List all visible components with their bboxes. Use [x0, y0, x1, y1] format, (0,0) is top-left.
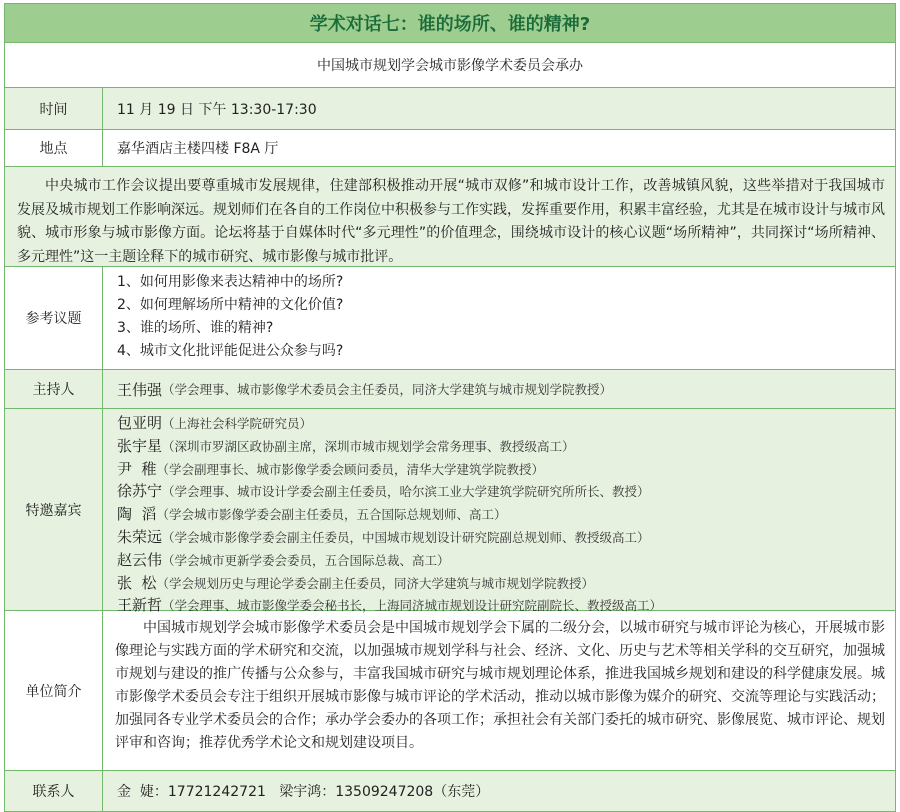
topics-label: 参考议题	[5, 267, 103, 369]
guest-item	[117, 436, 895, 459]
description-text: 中央城市工作会议提出要尊重城市发展规律，住建部积极推动开展“城市双修”和城市设计工作，改善城镇风貌，这些举措对于我国城市发展及城市规划工作影响深远。规划师们在各自的工作岗位中积极参与工作实践，发挥重要作用，积累丰富经验，尤其是在城市设计与城市风貌、城市形象与城市影像方面。论坛将基于自媒体时代“多元理性”的价值理念，围绕城市设计的核心议题“场所精神”，共同探讨“场所精神、多元理性”这一主题诠释下的城市研究、城市影像与城市批评。	[17, 178, 885, 265]
guest-name: 王新哲	[117, 596, 163, 615]
host-label: 主持人	[5, 370, 103, 408]
location-label: 地点	[5, 130, 103, 166]
contact-row	[5, 771, 895, 811]
program-table	[4, 3, 896, 812]
guest-name: 包亚明	[117, 414, 163, 432]
topic-item: 1、如何用影像来表达精神中的场所?	[117, 274, 344, 290]
guest-item	[117, 481, 895, 504]
guest-item	[117, 573, 895, 596]
host-row	[5, 370, 895, 409]
topic-item: 4、城市文化批评能促进公众参与吗?	[117, 343, 344, 359]
guest-detail: （学会城市影像学委会副主任委员，中国城市规划设计研究院副总规划师、教授级高工）	[162, 529, 650, 545]
guest-item	[117, 413, 895, 436]
unit-row	[5, 611, 895, 771]
guest-name: 尹 稚	[117, 459, 157, 478]
unit-intro-text: 中国城市规划学会城市影像学术委员会是中国城市规划学会下属的二级分会，以城市研究与城市评论为核心，开展城市影像理论与实践方面的学术研究和交流，以加强城市规划学科与社会、经济、文化、历史与艺术等相关学科的交互研究，加强城市规划与建设的推广传播与公众参与，丰富我国城市研究与城市规划理论体系，推进我国城乡规划和建设的科学健康发展。城市影像学术委员会专注于组织开展城市影像与城市评论的学术活动，推动以城市影像为媒介的研究、交流等理论与实践活动；加强同各专业学术委员会的合作；承办学会委办的各项工作；承担社会有关部门委托的城市研究、影像展览、城市评论、规划评审和咨询；推荐优秀学术论文和规划建设项目。	[115, 620, 885, 751]
guest-name: 赵云伟	[117, 550, 163, 569]
guest-item	[117, 527, 895, 550]
topics-list	[103, 267, 895, 369]
topic-item: 3、谁的场所、谁的精神?	[117, 320, 274, 336]
location-row	[5, 130, 895, 167]
guest-detail: （学会城市影像学委会副主任委员，五合国际总规划师、高工）	[156, 507, 507, 523]
guest-detail: （学会理事、城市影像学委会秘书长，上海同济城市规划设计研究院副院长、教授级高工）	[162, 598, 663, 614]
guest-name: 张宇星	[117, 436, 163, 455]
time-value: 11 月 19 日 下午 13:30-17:30	[117, 101, 317, 118]
guest-item	[117, 459, 895, 482]
description-row	[5, 167, 895, 267]
host-detail: （学会理事、城市影像学术委员会主任委员，同济大学建筑与城市规划学院教授）	[162, 382, 613, 397]
guest-detail: （学会理事、城市设计学委会副主任委员，哈尔滨工业大学建筑学院研究所所长、教授）	[162, 484, 650, 500]
organizer-line: 中国城市规划学会城市影像学术委员会承办	[5, 43, 895, 88]
topic-item: 2、如何理解场所中精神的文化价值?	[117, 297, 344, 313]
time-row	[5, 88, 895, 130]
host-name: 王伟强	[117, 380, 163, 399]
guest-name: 朱荣远	[117, 527, 163, 546]
guest-name: 陶 滔	[117, 505, 157, 524]
unit-label: 单位简介	[5, 611, 103, 770]
topics-row	[5, 267, 895, 370]
guest-detail: （上海社会科学院研究员）	[162, 416, 313, 431]
host-entry	[103, 370, 895, 408]
guest-name: 徐苏宁	[117, 482, 163, 501]
guest-item	[117, 504, 895, 527]
guests-row	[5, 409, 895, 615]
guest-detail: （学会城市更新学委会委员，五合国际总裁、高工）	[162, 552, 450, 568]
guest-detail: （学会副理事长、城市影像学委会顾问委员，清华大学建筑学院教授）	[156, 461, 545, 477]
guest-detail: （学会规划历史与理论学委会副主任委员，同济大学建筑与城市规划学院教授）	[156, 575, 595, 591]
contact-value: 金 婕：17721242721 梁宇鸿：13509247208（东莞）	[117, 784, 490, 800]
guests-list	[103, 409, 895, 615]
guests-label: 特邀嘉宾	[5, 409, 103, 610]
contact-label: 联系人	[5, 771, 103, 811]
guest-item	[117, 550, 895, 573]
guest-name: 张 松	[117, 573, 157, 592]
session-title: 学术对话七：谁的场所、谁的精神?	[5, 4, 895, 43]
location-value: 嘉华酒店主楼四楼 F8A 厅	[117, 141, 279, 157]
guest-detail: （深圳市罗湖区政协副主席，深圳市城市规划学会常务理事、教授级高工）	[162, 438, 575, 454]
time-label: 时间	[5, 88, 103, 129]
